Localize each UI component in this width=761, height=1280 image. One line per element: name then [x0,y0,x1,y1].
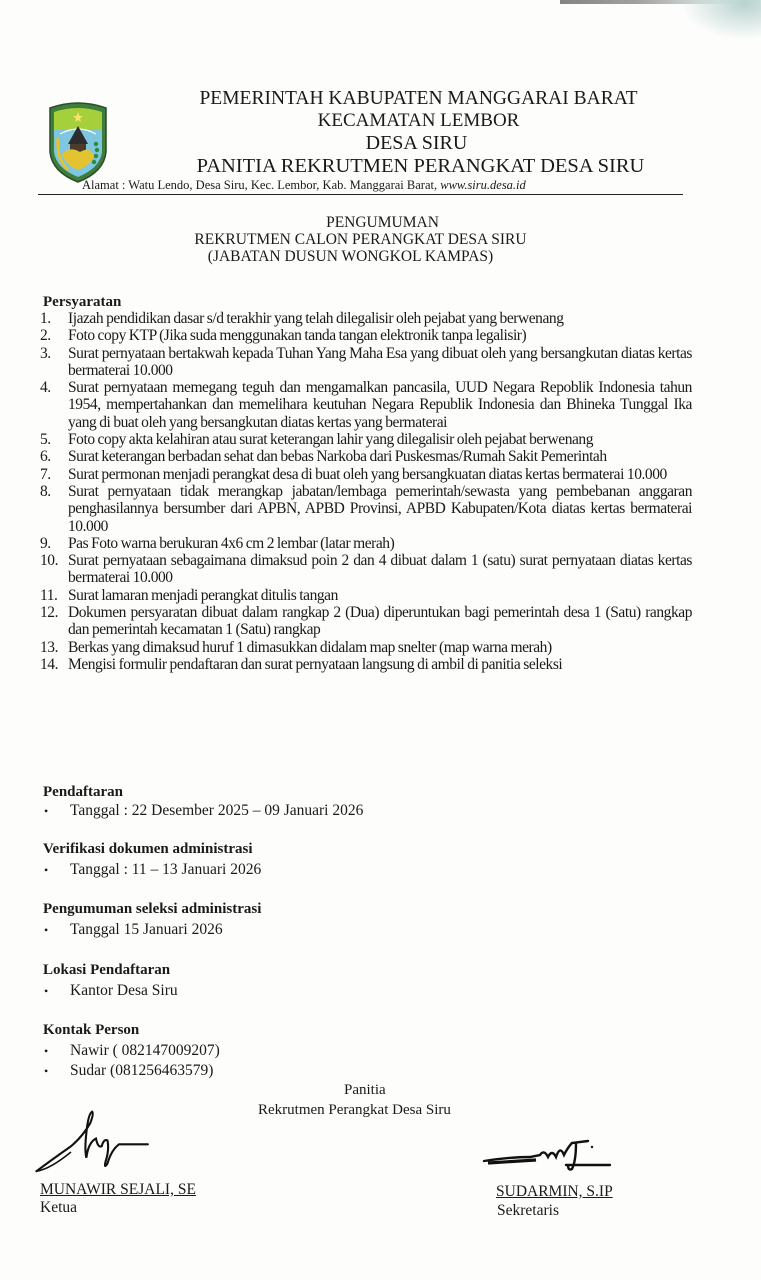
requirement-text: Dokumen persyaratan dibuat dalam rangkap 2 (Dua) diperuntukan bagi pemerintah desa 1 (Satu) rangkap dan pemerintah kecamatan 1 (Satu) rangkap [68,604,692,639]
requirement-item [40,466,692,483]
requirement-text: Foto copy KTP (Jika suda menggunakan tanda tangan elektronik tanpa legalisir) [68,327,527,345]
contact-heading: Kontak Person [43,1022,140,1038]
requirement-item [40,327,692,344]
letterhead-address [82,179,526,192]
contact-item [44,1043,220,1059]
requirement-number: 12. [40,604,59,622]
registration-date [44,803,363,819]
contact-item [44,1063,213,1079]
announcement-subtitle: REKRUTMEN CALON PERANGKAT DESA SIRU [194,231,527,248]
requirement-number: 2. [40,327,51,345]
requirement-number: 1. [40,310,51,327]
bullet-icon: • [44,922,49,937]
announcement-heading: Pengumuman seleksi administrasi [43,901,262,917]
requirement-text: Surat pernyataan memegang teguh dan mengamalkan pancasila, UUD Negara Repoblik Indonesia tahun 1954, mempertahankan dan memelihara keutuhan Negara Republik Indonesia dan Bhineka Tunggal Ika yang di buat oleh yang bersangkutan diatas kertas yang bermaterai [68,379,692,431]
requirement-text: Berkas yang dimaksud huruf 1 dimasukkan didalam map snelter (map warna merah) [68,638,552,656]
announcement-date-text: Tanggal 15 Januari 2026 [70,921,223,938]
requirement-text: Foto copy akta kelahiran atau surat keterangan lahir yang dilegalisir oleh pejabat berwenang [68,431,594,449]
bullet-icon: • [44,1063,49,1078]
website-link: www.siru.desa.id [440,178,526,192]
bullet-icon: • [44,983,49,998]
requirement-text: Surat permonan menjadi perangkat desa di buat oleh yang bersangkuatan diatas kertas bermaterai 10.000 [68,465,667,483]
requirement-number: 3. [40,344,51,362]
verification-date [44,862,261,878]
letterhead-regency: PEMERINTAH KABUPATEN MANGGARAI BARAT [199,88,638,109]
letterhead-committee: PANITIA REKRUTMEN PERANGKAT DESA SIRU [196,155,645,177]
requirement-item [40,379,692,431]
requirement-text: Surat pernyataan tidak merangkap jabatan/lembaga pemerintah/sewasta yang pembebanan anggaran penghasilannya bersumber dari APBN, APBD Provinsi, APBD Kabupaten/Kota diatas kertas bermaterai 10.000 [68,482,692,535]
requirement-item [40,431,692,448]
announcement-position: (JABATAN DUSUN WONGKOL KAMPAS) [207,248,494,265]
bullet-icon: • [44,1043,49,1058]
requirement-item [40,639,692,656]
contact-sudar: Sudar (081256463579) [70,1062,214,1079]
announcement-title: PENGUMUMAN [326,214,439,231]
verification-heading: Verifikasi dokumen administrasi [43,841,253,857]
letterhead-district: KECAMATAN LEMBOR [317,110,520,131]
scan-corner-smudge [681,0,761,40]
bullet-icon: • [44,862,49,877]
location-item [44,983,178,999]
requirement-text: Pas Foto warna berukuran 4x6 cm 2 lembar (latar merah) [68,534,395,552]
requirement-item [40,587,692,604]
requirement-number: 4. [40,379,51,397]
requirement-number: 10. [40,552,59,570]
registration-heading: Pendaftaran [43,784,123,800]
closing-committee-full: Rekrutmen Perangkat Desa Siru [258,1102,451,1118]
signature-secretary [480,1127,620,1177]
requirement-text: Surat pernyataan bertakwah kepada Tuhan Yang Maha Esa yang dibuat oleh yang bersangkutan diatas kertas bermaterai 10.000 [68,344,692,379]
requirement-item [40,604,692,639]
requirement-text: Surat lamaran menjadi perangkat ditulis tangan [68,586,338,604]
requirement-number: 14. [40,655,59,673]
address-text: Alamat : Watu Lendo, Desa Siru, Kec. Lembor, Kab. Manggarai Barat, [82,178,438,192]
requirement-text: Ijazah pendidikan dasar s/d terakhir yang telah dilegalisir oleh pejabat yang berwenang [68,310,564,327]
requirement-text: Surat pernyataan sebagaimana dimaksud poin 2 dan 4 dibuat dalam 1 (satu) surat pernyataan diatas kertas bermaterai 10.000 [68,552,692,587]
chairman-role: Ketua [40,1199,78,1216]
chairman-name: MUNAWIR SEJALI, SE [40,1181,196,1198]
requirement-number: 8. [40,482,51,500]
requirement-number: 7. [40,465,51,483]
registration-date-text: Tanggal : 22 Desember 2025 – 09 Januari 2026 [70,802,364,819]
requirement-item [40,448,692,465]
requirement-text: Surat keterangan berbadan sehat dan bebas Narkoba dari Puskesmas/Rumah Sakit Pemerintah [68,448,607,466]
signature-chairman [30,1104,160,1176]
requirements-heading: Persyaratan [43,294,122,310]
announcement-date [44,922,223,938]
verification-date-text: Tanggal : 11 – 13 Januari 2026 [70,861,262,878]
location-text: Kantor Desa Siru [70,982,178,999]
bullet-icon: • [44,803,49,818]
requirement-number: 11. [40,586,58,604]
requirements-list [40,310,692,673]
requirement-number: 13. [40,638,59,656]
letterhead-divider [38,194,683,195]
requirement-item [40,345,692,380]
secretary-name: SUDARMIN, S.IP [496,1183,613,1200]
requirement-number: 5. [40,431,51,449]
requirement-item [40,310,692,327]
requirement-text: Mengisi formulir pendaftaran dan surat pernyataan langsung di ambil di panitia seleksi [68,655,563,673]
contact-nawir: Nawir ( 082147009207) [70,1042,220,1059]
letterhead-village: DESA SIRU [365,132,468,154]
requirement-item [40,535,692,552]
requirement-number: 6. [40,448,51,466]
location-heading: Lokasi Pendaftaran [43,962,171,978]
requirement-item [40,483,692,535]
secretary-role: Sekretaris [497,1202,559,1219]
requirement-item [40,552,692,587]
closing-committee: Panitia [344,1082,386,1098]
requirement-number: 9. [40,534,51,552]
requirement-item [40,656,692,673]
